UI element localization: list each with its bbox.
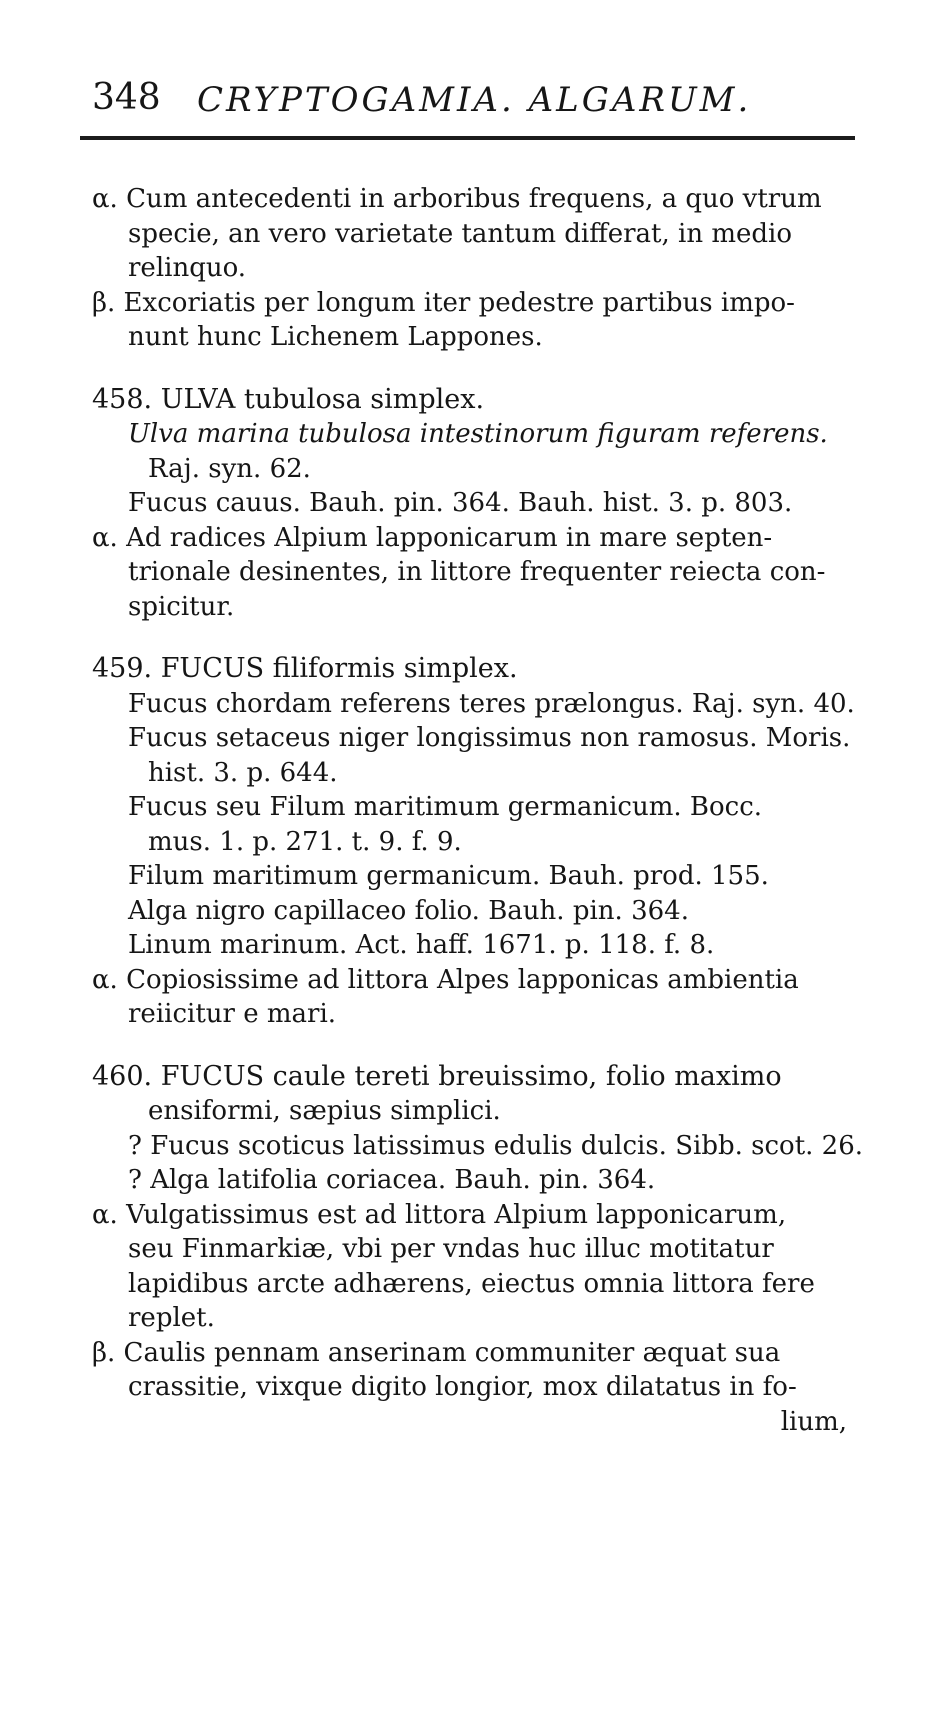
text-line: seu Finmarkiæ, vbi per vndas huc illuc motitatur — [128, 1234, 774, 1264]
text-line: Ulva marina tubulosa intestinorum figuram referens. — [128, 419, 828, 449]
text-line: ? Alga latifolia coriacea. Bauh. pin. 364. — [128, 1165, 656, 1195]
text-line: trionale desinentes, in littore frequenter reiecta con- — [128, 557, 826, 587]
text-line: Raj. syn. 62. — [148, 453, 311, 484]
text-line: ensiformi, sæpius simplici. — [148, 1096, 501, 1126]
text-line: Linum marinum. Act. haff. 1671. p. 118. f. 8. — [128, 930, 715, 960]
text-line: nunt hunc Lichenem Lappones. — [128, 322, 543, 352]
text-line: α. Vulgatissimus est ad littora Alpium lapponicarum, — [92, 1199, 787, 1230]
text-line: Fucus seu Filum maritimum germanicum. Bocc. — [128, 792, 763, 822]
text-line: mus. 1. p. 271. t. 9. f. 9. — [148, 826, 462, 857]
text-line: lapidibus arcte adhærens, eiectus omnia littora fere — [128, 1268, 815, 1299]
section-gap — [92, 1032, 857, 1060]
text-line: reiicitur e mari. — [128, 999, 337, 1029]
text-line: β. Caulis pennam anserinam communiter æquat sua — [92, 1337, 781, 1368]
page-header — [92, 78, 852, 128]
text-line: α. Copiosissime ad littora Alpes lapponicas ambientia — [92, 964, 799, 995]
section-gap — [92, 624, 857, 652]
text-line: Alga nigro capillaceo folio. Bauh. pin. 364. — [128, 895, 689, 926]
text-line: β. Excoriatis per longum iter pedestre partibus impo- — [92, 287, 795, 318]
page-number: 348 — [92, 77, 161, 118]
text-line: Fucus cauus. Bauh. pin. 364. Bauh. hist. 3. p. 803. — [128, 488, 793, 518]
entry-heading: 458. ULVA tubulosa simplex. — [92, 383, 485, 415]
text-line: hist. 3. p. 644. — [148, 757, 338, 788]
running-title: CRYPTOGAMIA. ALGARUM. — [197, 80, 752, 120]
text-line: crassitie, vixque digito longior, mox dilatatus in fo- — [128, 1372, 797, 1402]
section-gap — [92, 355, 857, 383]
entry-heading: 460. FUCUS caule tereti breuissimo, folio maximo — [92, 1060, 782, 1092]
text-line: α. Cum antecedenti in arboribus frequens, a quo vtrum — [92, 184, 822, 214]
text-line: spicitur. — [128, 591, 235, 622]
text-line: Fucus setaceus niger longissimus non ramosus. Moris. — [128, 723, 851, 753]
text-line: ? Fucus scoticus latissimus edulis dulcis. Sibb. scot. 26. — [128, 1130, 864, 1161]
text-line: α. Ad radices Alpium lapponicarum in mare septen- — [92, 522, 773, 553]
text-line: Filum maritimum germanicum. Bauh. prod. 155. — [128, 861, 769, 891]
text-line: replet. — [128, 1303, 215, 1333]
text-line: relinquo. — [128, 253, 247, 283]
text-line: specie, an vero varietate tantum differat, in medio — [128, 218, 792, 249]
text-line: Fucus chordam referens teres prælongus. Raj. syn. 40. — [128, 688, 855, 719]
entry-heading: 459. FUCUS filiformis simplex. — [92, 653, 518, 684]
page-body — [92, 182, 864, 1439]
header-rule — [80, 136, 855, 140]
text-line: lium, — [780, 1406, 847, 1437]
